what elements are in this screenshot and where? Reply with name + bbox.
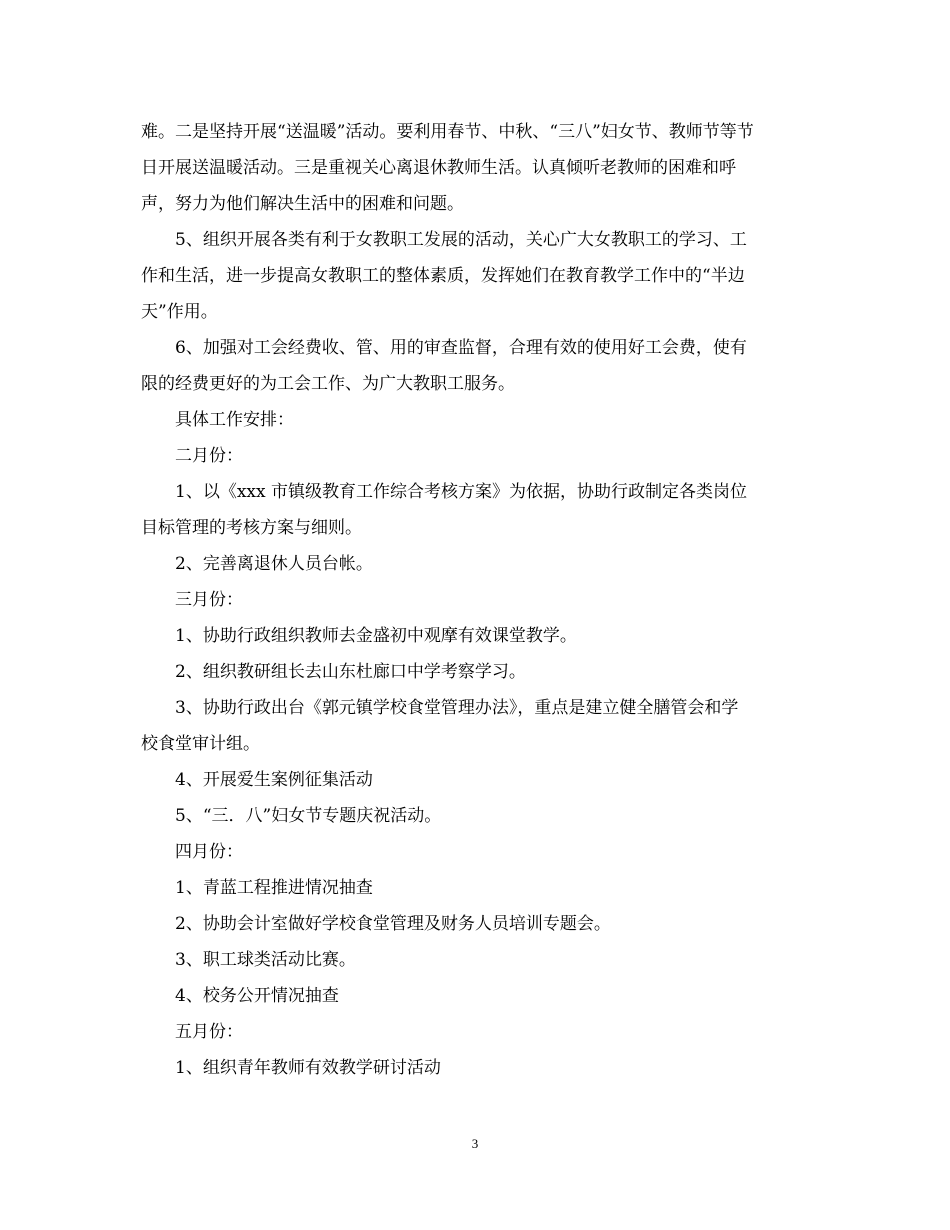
text-line: 4、开展爱生案例征集活动	[175, 770, 373, 790]
text-line: 二月份：	[175, 446, 243, 466]
text-line: 具体工作安排：	[175, 410, 294, 430]
text-line: 1、协助行政组织教师去金盛初中观摩有效课堂教学。	[175, 626, 577, 646]
text-line: 1、以《xxx 市镇级教育工作综合考核方案》为依据，协助行政制定各类岗位	[175, 482, 747, 502]
text-line: 目标管理的考核方案与细则。	[141, 518, 362, 538]
text-line: 作和生活，进一步提高女教职工的整体素质，发挥她们在教育教学工作中的“半边	[141, 266, 745, 286]
text-line: 2、协助会计室做好学校食堂管理及财务人员培训专题会。	[175, 914, 611, 934]
text-line: 2、组织教研组长去山东杜廊口中学考察学习。	[175, 662, 526, 682]
text-line: 日开展送温暖活动。三是重视关心离退休教师生活。认真倾听老教师的困难和呼	[141, 158, 736, 178]
text-line: 三月份：	[175, 590, 243, 610]
text-line: 1、青蓝工程推进情况抽查	[175, 878, 373, 898]
text-line: 难。二是坚持开展“送温暖”活动。要利用春节、中秋、“三八”妇女节、教师节等节	[141, 122, 754, 142]
text-line: 4、校务公开情况抽查	[175, 986, 339, 1006]
text-line: 2、完善离退休人员台帐。	[175, 554, 373, 574]
text-line: 5、“三．八”妇女节专题庆祝活动。	[175, 806, 442, 826]
text-line: 声，努力为他们解决生活中的困难和问题。	[141, 194, 464, 214]
text-line: 四月份：	[175, 842, 243, 862]
text-line: 6、加强对工会经费收、管、用的审查监督，合理有效的使用好工会费，使有	[175, 338, 747, 358]
text-line: 校食堂审计组。	[141, 734, 260, 754]
text-line: 限的经费更好的为工会工作、为广大教职工服务。	[141, 374, 515, 394]
text-line: 3、职工球类活动比赛。	[175, 950, 356, 970]
text-line: 1、组织青年教师有效教学研讨活动	[175, 1058, 441, 1078]
document-body	[141, 114, 811, 1086]
text-line: 五月份：	[175, 1022, 243, 1042]
text-line: 5、组织开展各类有利于女教职工发展的活动，关心广大女教职工的学习、工	[175, 230, 747, 250]
text-line: 3、协助行政出台《郭元镇学校食堂管理办法》，重点是建立健全膳管会和学	[175, 698, 739, 718]
page-number: 3	[471, 1136, 479, 1151]
text-line: 天”作用。	[141, 302, 218, 322]
